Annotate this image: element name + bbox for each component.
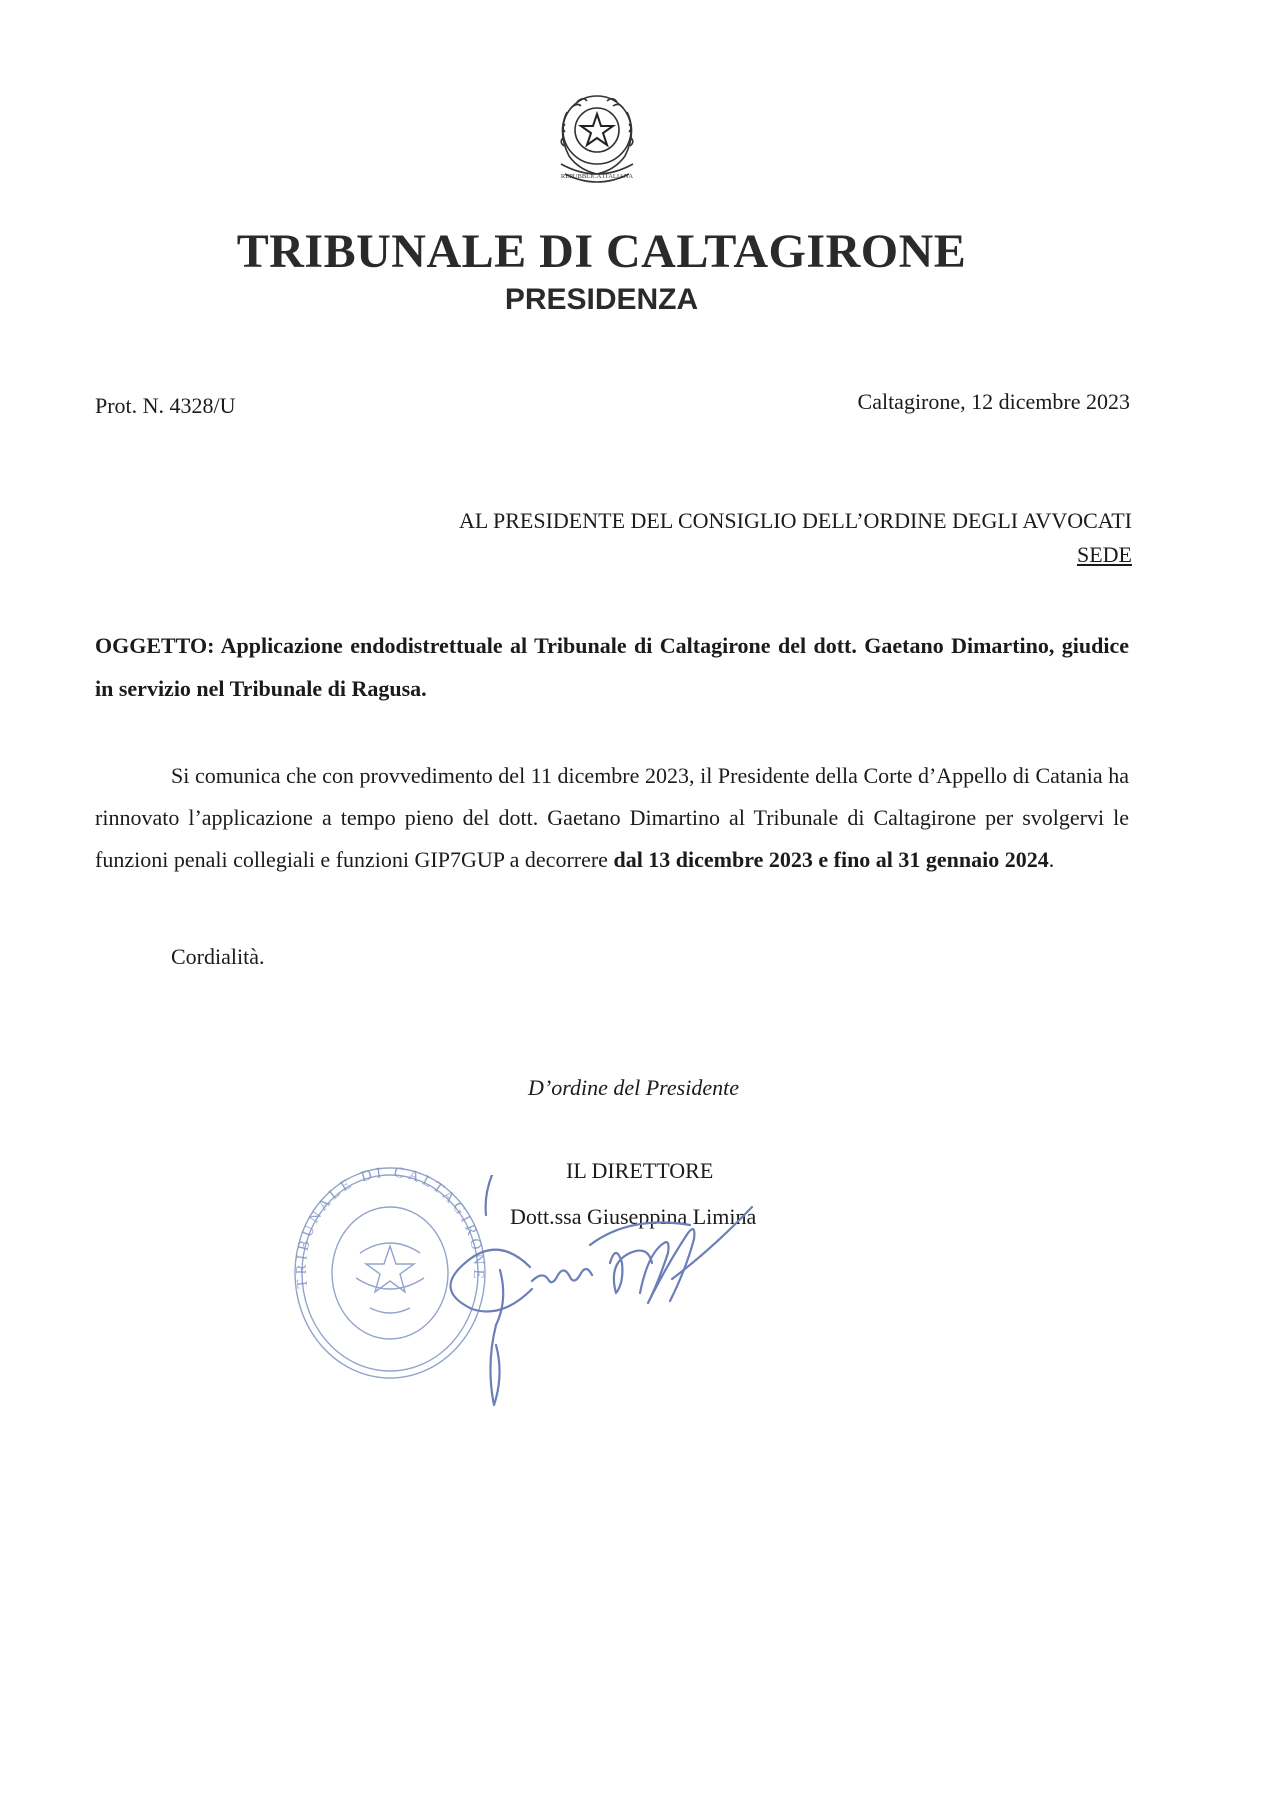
body-end: . [1048, 847, 1055, 872]
closing-text: Cordialità. [171, 944, 265, 969]
body-emphasis: dal 13 dicembre 2023 e fino al 31 gennaio 2024 [613, 847, 1049, 872]
signatory-name: Dott.ssa Giuseppina Limina [510, 1204, 757, 1229]
body-paragraph [95, 755, 1129, 881]
signatory-role: IL DIRETTORE [566, 1158, 714, 1183]
order-line: D’ordine del Presidente [528, 1075, 739, 1100]
svg-text:TRIBUNALE DI CALTAGIRONE: TRIBUNALE DI CALTAGIRONE [293, 1164, 487, 1290]
body-text: Si comunica che con provvedimento del 11 dicembre 2023, il Presidente della Corte d’Appello di Catania ha rinnovato l’applicazione a tempo pieno del dott. Gaetano Dimartino al Tribunale di Caltagirone per svolgervi le funzioni penali collegiali e funzioni GIP7GUP a decorrere [95, 763, 1129, 872]
recipient-location: SEDE [1077, 542, 1132, 567]
subject-block [95, 624, 1129, 710]
svg-text:REPUBBLICA ITALIANA: REPUBBLICA ITALIANA [560, 173, 634, 180]
subject-text: Applicazione endodistrettuale al Tribunale di Caltagirone del dott. Gaetano Dimartino, giudice in servizio nel Tribunale di Ragusa. [95, 633, 1129, 701]
place-date: Caltagirone, 12 dicembre 2023 [857, 389, 1130, 414]
office-subtitle: PRESIDENZA [504, 283, 699, 316]
court-title: TRIBUNALE DI CALTAGIRONE [236, 225, 967, 278]
recipient-line: AL PRESIDENTE DEL CONSIGLIO DELL’ORDINE DEGLI AVVOCATI [459, 508, 1132, 533]
recipient-block [459, 504, 1132, 572]
protocol-number: Prot. N. 4328/U [95, 393, 236, 418]
republic-emblem-icon [551, 82, 643, 190]
subject-label: OGGETTO: [95, 633, 215, 658]
handwritten-signature-icon [440, 1175, 840, 1415]
